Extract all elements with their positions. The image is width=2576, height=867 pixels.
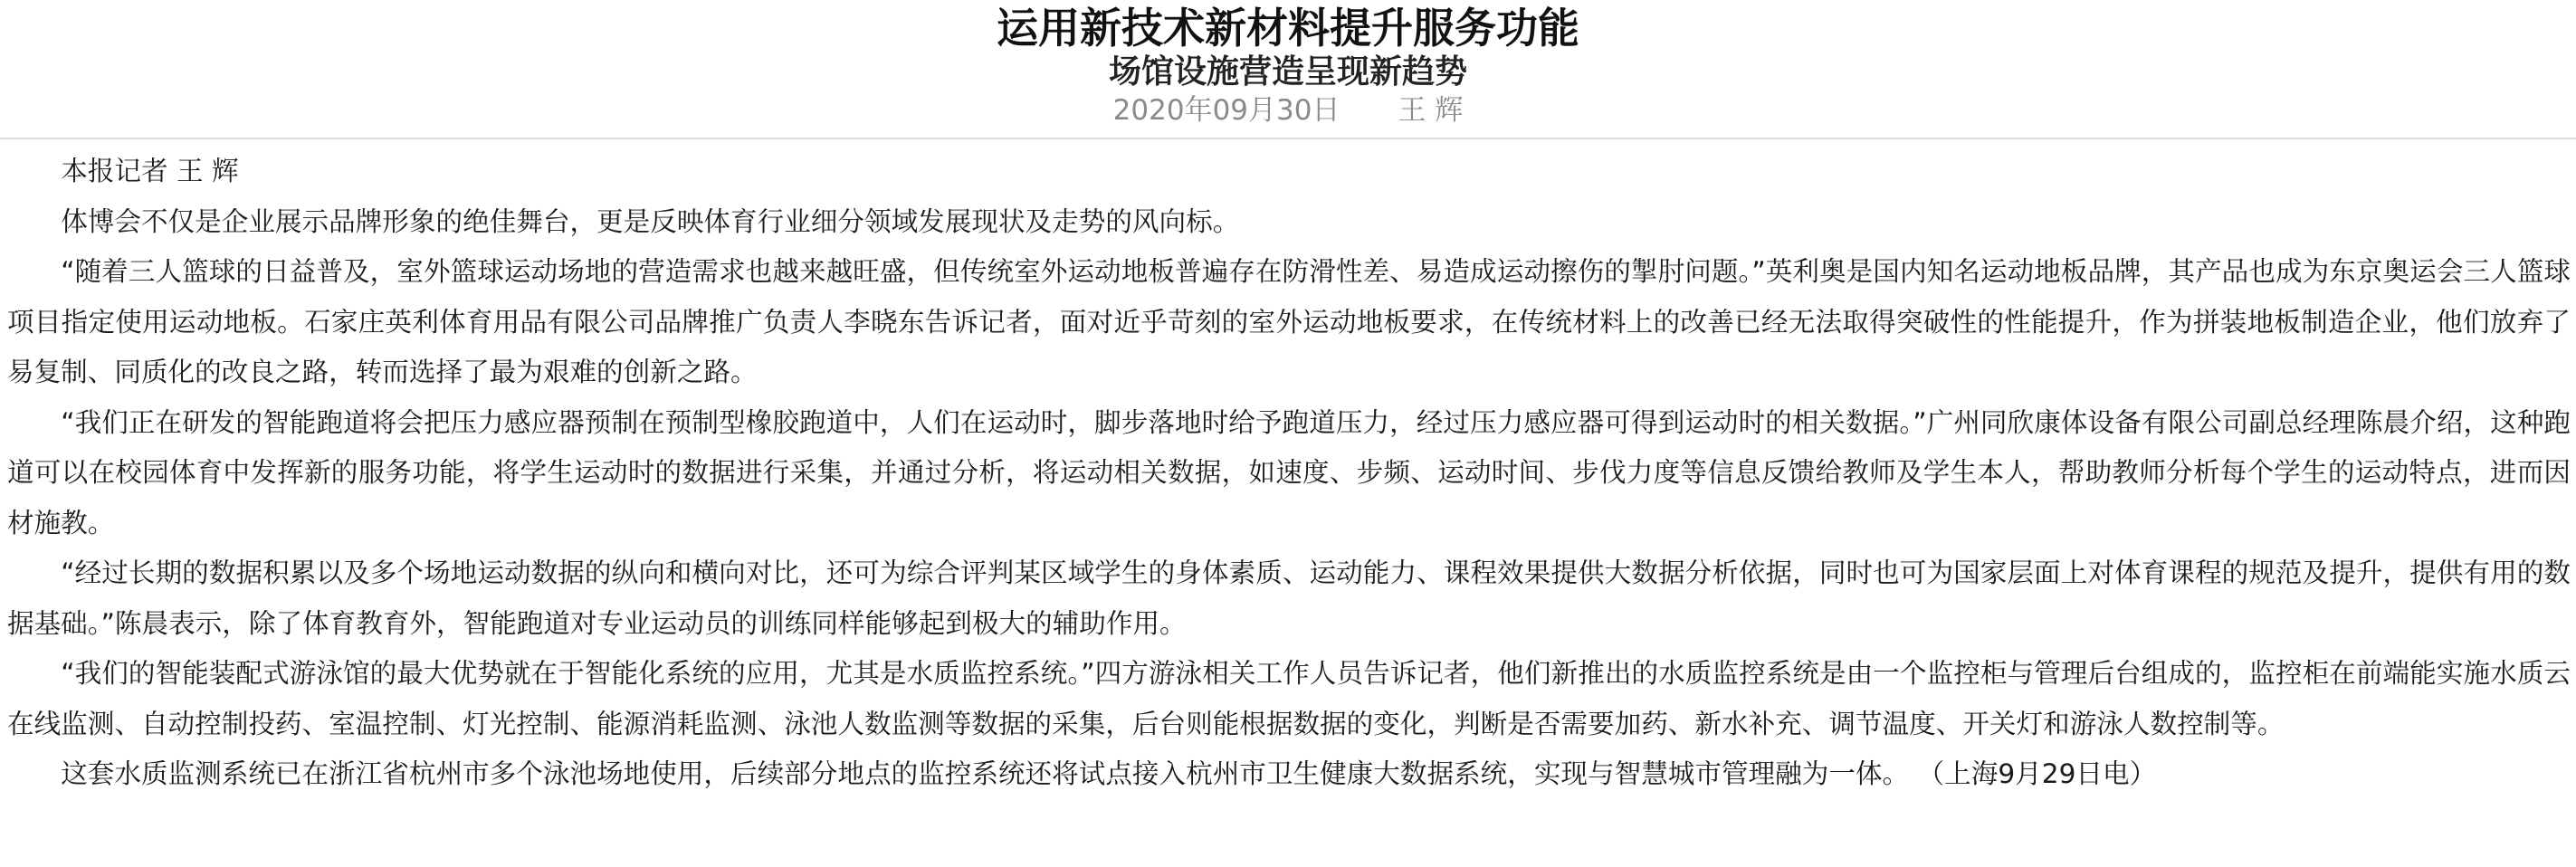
headline: 运用新技术新材料提升服务功能 (997, 4, 1579, 52)
paragraph: “经过长期的数据积累以及多个场地运动数据的纵向和横向对比，还可为综合评判某区域学生的身体素质、运动能力、课程效果提供大数据分析依据，同时也可为国家层面上对体育课程的规范及提升，提供有用的数据基础。”陈晨表示，除了体育教育外，智能跑道对专业运动员的训练同样能够起到极大的辅助作用。 (7, 557, 2571, 639)
paragraph-closing: 这套水质监测系统已在浙江省杭州市多个泳池场地使用，后续部分地点的监控系统还将试点接入杭州市卫生健康大数据系统，实现与智慧城市管理融为一体。 （上海9月29日电） (61, 758, 2157, 789)
header-divider (0, 138, 2576, 139)
paragraph-reporter: 本报记者 王 辉 (61, 156, 239, 186)
paragraph: “我们正在研发的智能跑道将会把压力感应器预制在预制型橡胶跑道中，人们在运动时，脚步落地时给予跑道压力，经过压力感应器可得到运动时的相关数据。”广州同欣康体设备有限公司副总经理陈晨介绍，这种跑道可以在校园体育中发挥新的服务功能，将学生运动时的数据进行采集，并通过分析，将运动相关数据，如速度、步频、运动时间、步伐力度等信息反馈给教师及学生本人，帮助教师分析每个学生的运动特点，进而因材施教。 (7, 406, 2571, 538)
paragraph: 体博会不仅是企业展示品牌形象的绝佳舞台，更是反映体育行业细分领域发展现状及走势的风向标。 (61, 205, 1240, 237)
paragraph: “随着三人篮球的日益普及，室外篮球运动场地的营造需求也越来越旺盛，但传统室外运动地板普遍存在防滑性差、易造成运动擦伤的掣肘问题。”英利奥是国内知名运动地板品牌，其产品也成为东京奥运会三人篮球项目指定使用运动地板。石家庄英利体育用品有限公司品牌推广负责人李晓东告诉记者，面对近乎苛刻的室外运动地板要求，在传统材料上的改善已经无法取得突破性的性能提升，作为拼装地板制造企业，他们放弃了易复制、同质化的改良之路，转而选择了最为艰难的创新之路。 (7, 256, 2571, 387)
author-name: 王 辉 (1398, 94, 1464, 127)
byline (0, 91, 2576, 130)
publish-date: 2020年09月30日 (1112, 94, 1340, 127)
paragraph: “我们的智能装配式游泳馆的最大优势就在于智能化系统的应用，尤其是水质监控系统。”四方游泳相关工作人员告诉记者，他们新推出的水质监控系统是由一个监控柜与管理后台组成的，监控柜在前端能实施水质云在线监测、自动控制投药、室温控制、灯光控制、能源消耗监测、泳池人数监测等数据的采集，后台则能根据数据的变化，判断是否需要加药、新水补充、调节温度、开关灯和游泳人数控制等。 (7, 658, 2571, 739)
article-header (0, 0, 2576, 130)
article-body (0, 147, 2576, 800)
subheadline: 场馆设施营造呈现新趋势 (1108, 53, 1467, 91)
